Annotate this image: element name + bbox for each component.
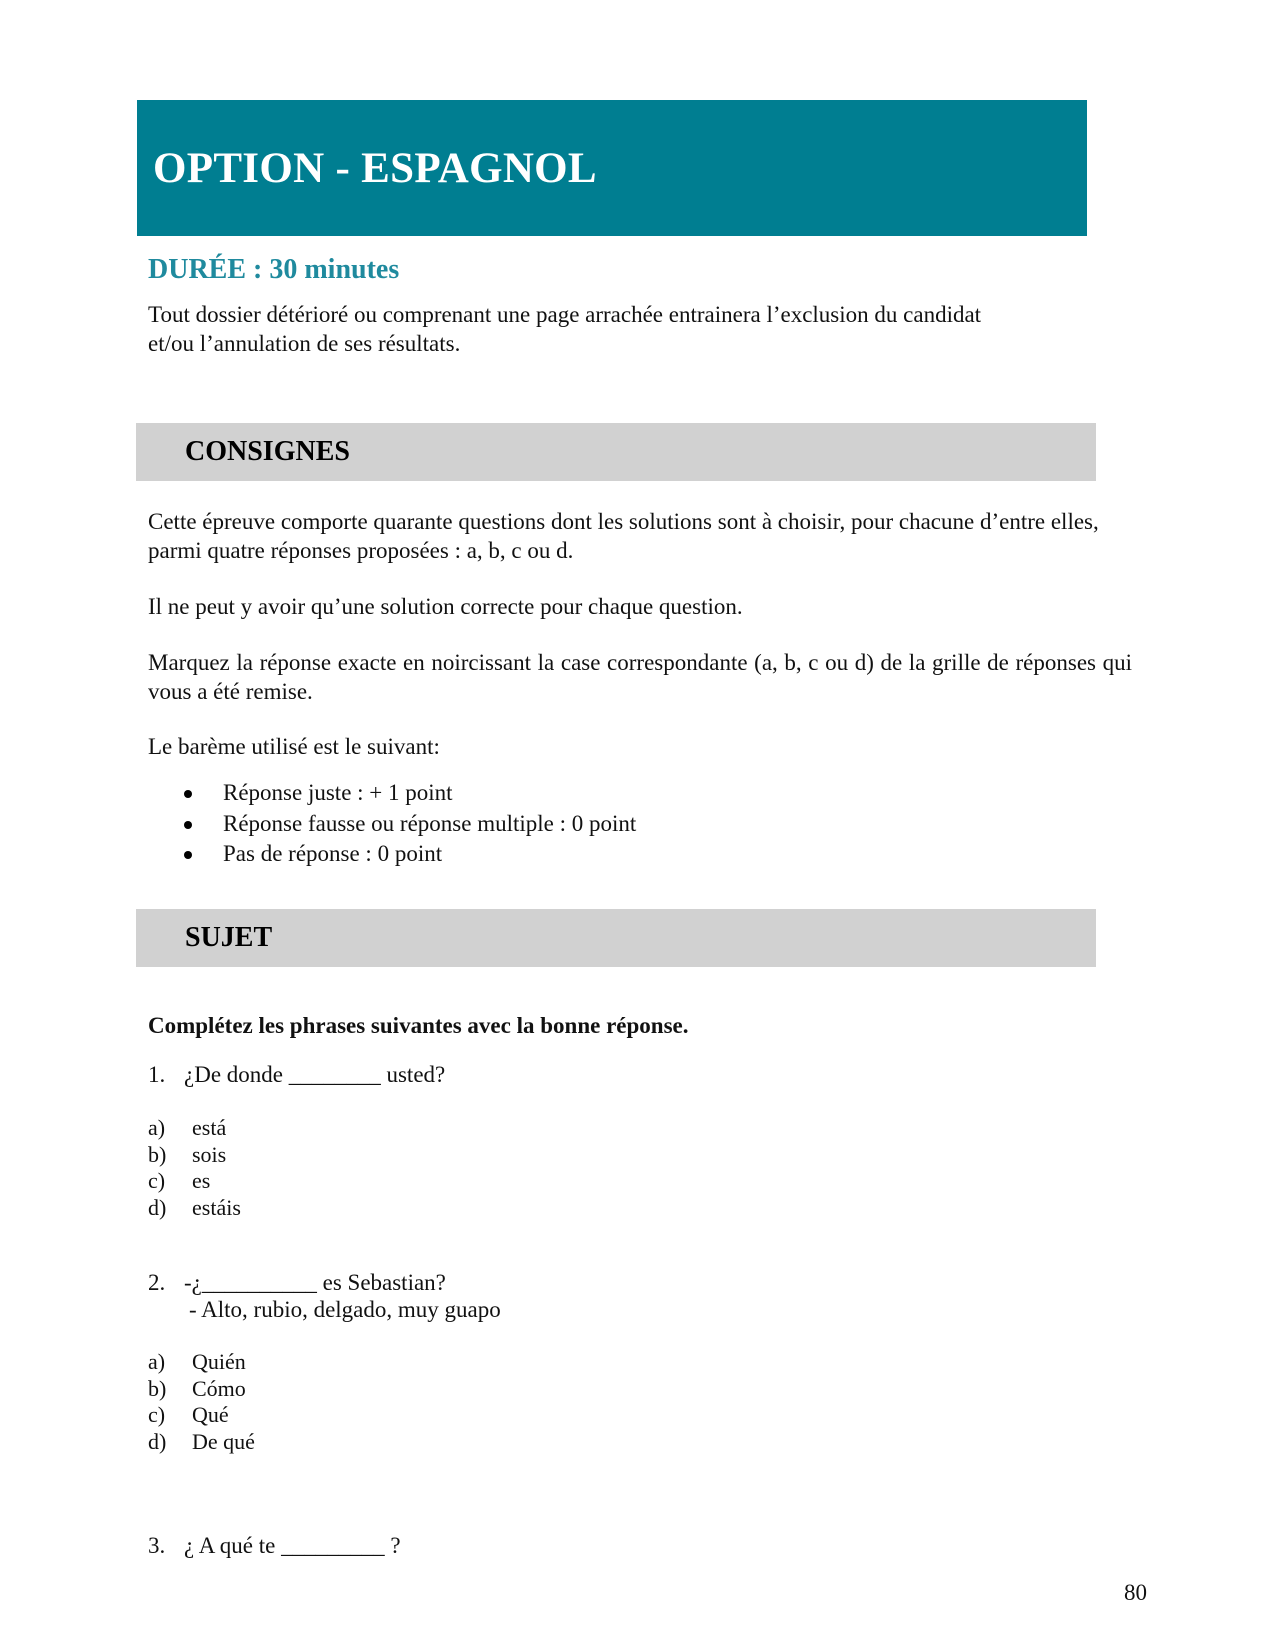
duration-heading: DURÉE : 30 minutes [148,254,400,285]
option-text: sois [192,1141,227,1167]
consignes-paragraph-2: Il ne peut y avoir qu’une solution correcte pour chaque question. [148,594,743,619]
option-letter: b) [148,1375,167,1401]
question-number: 3. [148,1533,166,1558]
question-subtext: - Alto, rubio, delgado, muy guapo [189,1297,501,1322]
title-banner [137,100,1087,236]
question-text: ¿De donde ________ usted? [184,1062,446,1087]
answer-option [148,1429,255,1456]
question-text: -¿__________ es Sebastian? [184,1270,446,1295]
scoring-item: Pas de réponse : 0 point [223,841,443,866]
sujet-section-bar [136,909,1096,967]
consignes-paragraph-1: Cette épreuve comporte quarante questions dont les solutions sont à choisir, pour chacune d’entre elles, parmi quatre réponses proposées : a, b, c ou d. [148,509,1099,563]
question-1 [148,1061,445,1088]
list-item [148,839,636,870]
answer-option [148,1142,241,1169]
option-text: Quién [192,1349,246,1374]
answer-option [148,1376,255,1403]
question-2-options [148,1349,255,1455]
option-letter: a) [148,1115,166,1140]
answer-option [148,1349,255,1376]
answer-option [148,1195,241,1222]
option-letter: c) [148,1168,166,1193]
consignes-paragraph-3: Marquez la réponse exacte en noircissant la case correspondante (a, b, c ou d) de la grille de réponses qui vous a été remise. [148,650,1132,704]
option-letter: b) [148,1141,167,1167]
scoring-list [148,778,636,870]
option-letter: a) [148,1349,166,1374]
option-text: Qué [192,1402,229,1427]
option-text: De qué [192,1428,255,1454]
sujet-instruction: Complétez les phrases suivantes avec la bonne réponse. [148,1013,689,1038]
option-letter: d) [148,1428,167,1454]
question-2 [148,1269,501,1323]
warning-text: Tout dossier détérioré ou comprenant une page arrachée entrainera l’exclusion du candidat et/ou l’annulation de ses résultats. [148,302,982,356]
bullet-icon [184,821,192,829]
question-1-options [148,1115,241,1221]
consignes-heading: CONSIGNES [185,436,350,467]
question-number: 1. [148,1062,166,1087]
option-text: estáis [192,1194,241,1220]
bullet-icon [184,790,192,798]
answer-option [148,1115,241,1142]
answer-option [148,1168,241,1195]
bullet-icon [184,851,192,859]
option-text: Cómo [192,1375,246,1401]
option-text: es [192,1168,211,1193]
question-number: 2. [148,1270,166,1295]
consignes-section-bar [136,423,1096,481]
question-text: ¿ A qué te _________ ? [184,1533,401,1558]
consignes-paragraph-4: Le barème utilisé est le suivant: [148,734,440,759]
scoring-item: Réponse juste : + 1 point [223,780,453,805]
sujet-heading: SUJET [185,922,273,953]
page-title: OPTION - ESPAGNOL [153,145,597,192]
list-item [148,778,636,809]
option-letter: c) [148,1402,166,1427]
option-text: está [192,1115,227,1140]
list-item [148,809,636,840]
scoring-item: Réponse fausse ou réponse multiple : 0 point [223,810,637,836]
page-number: 80 [1124,1580,1147,1605]
answer-option [148,1402,255,1429]
question-3 [148,1532,401,1559]
option-letter: d) [148,1194,167,1220]
